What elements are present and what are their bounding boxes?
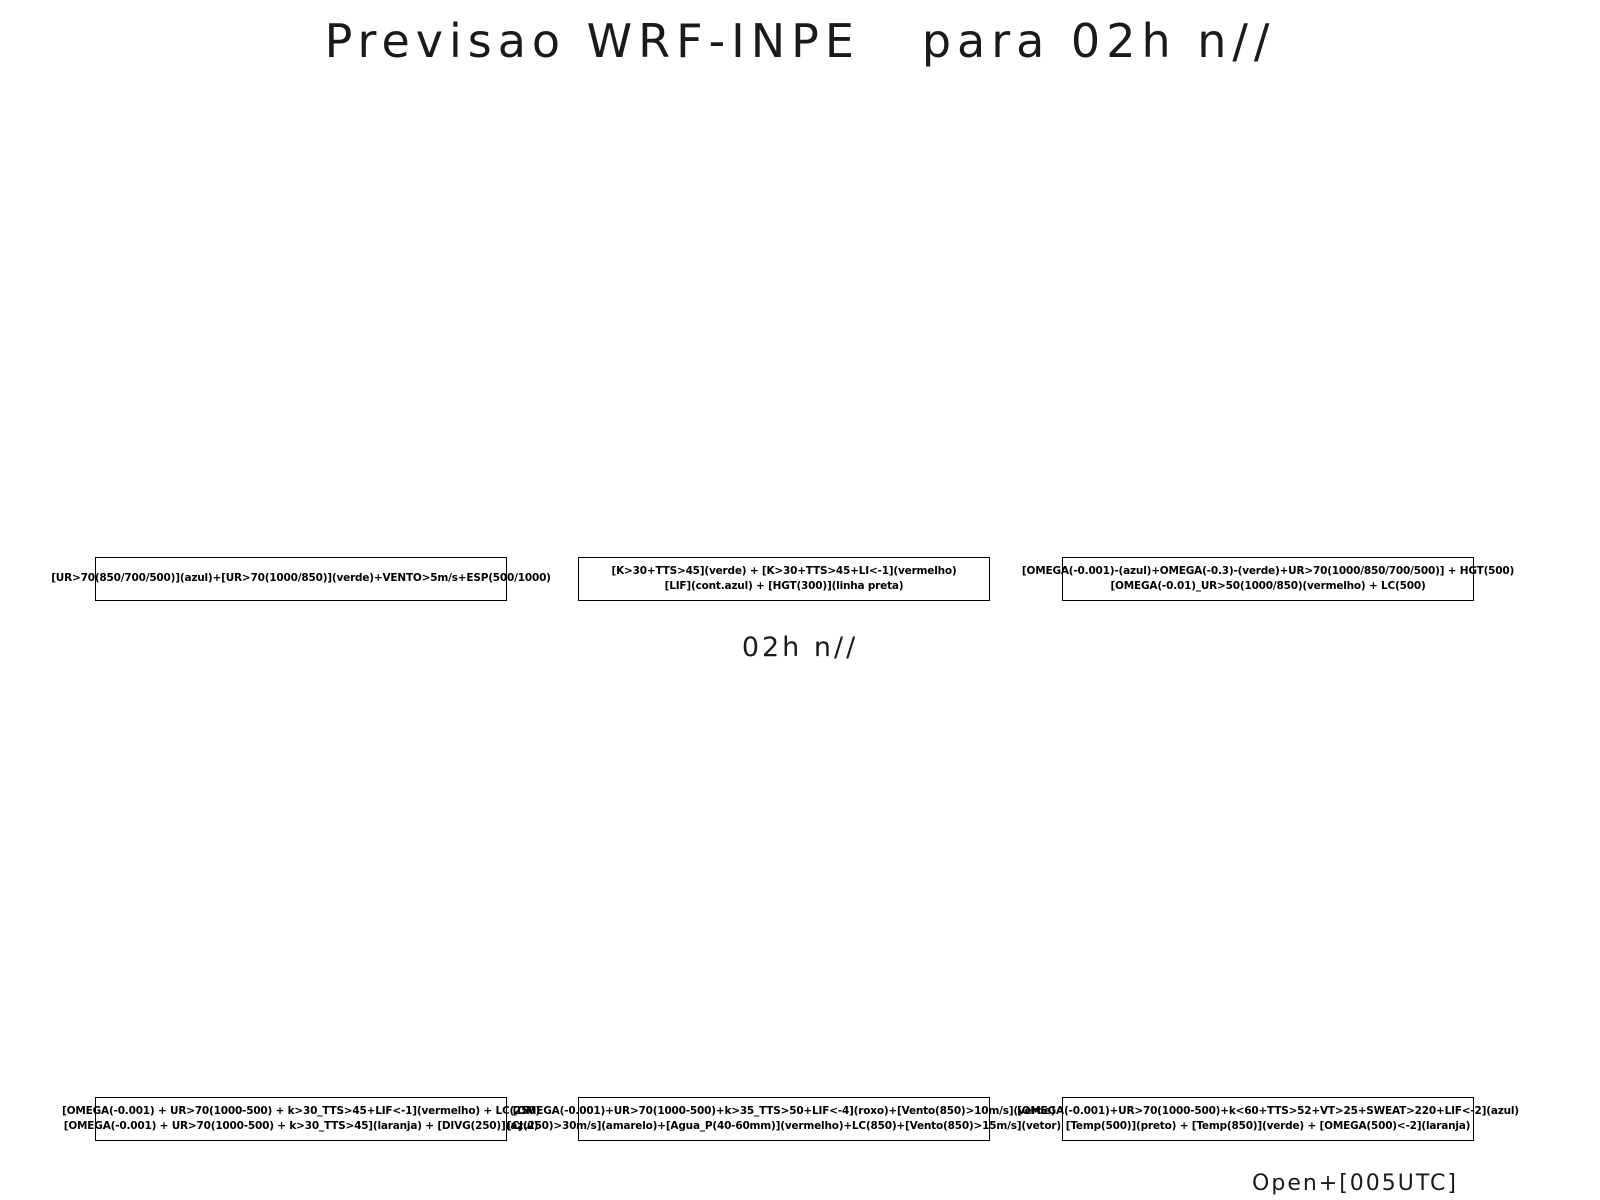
legend-line: [K>30+TTS>45](verde) + [K>30+TTS>45+LI<-1](vermelho)	[611, 564, 957, 577]
legend-line: [LIF](cont.azul) + [HGT(300)](linha preta)	[664, 580, 904, 592]
legend-line: [OMEGA(-0.001)+UR>70(1000-500)+k<60+TTS>52+VT>25+SWEAT>220+LIF<-2](azul)	[1017, 1104, 1519, 1117]
legend-box-top-right	[1021, 557, 1515, 601]
legend-box-bottom-left	[62, 1097, 540, 1141]
legend-box-top-left	[51, 557, 551, 601]
legend-line: [OMEGA(-0.001) + UR>70(1000-500) + k>30_TTS>45+LIF<-1](vermelho) + LC(250)	[62, 1104, 540, 1117]
legend-box-bottom-right	[1017, 1097, 1519, 1141]
legend-line: [OMEGA(-0.001)-(azul)+OMEGA(-0.3)-(verde)+UR>70(1000/850/700/500)] + HGT(500)	[1021, 564, 1515, 577]
legend-box-bottom-middle	[507, 1097, 1061, 1141]
legend-line: [OMEGA(-0.01)_UR>50(1000/850)(vermelho) + LC(500)	[1110, 580, 1426, 592]
page-title: Previsao WRF-INPE para 02h n//	[324, 14, 1276, 68]
legend-line: [Temp(500)](preto) + [Temp(850)](verde) + [OMEGA(500)<-2](laranja)	[1065, 1120, 1471, 1132]
legend-line: [OMEGA(-0.001)+UR>70(1000-500)+k>35_TTS>50+LIF<-4](roxo)+[Vento(850)>10m/s](verde)	[512, 1104, 1056, 1117]
middle-subtitle: 02h n//	[741, 632, 859, 663]
legend-line: [CJ(250)>30m/s](amarelo)+[Agua_P(40-60mm)](vermelho)+LC(850)+[Vento(850)>15m/s](vetor)	[507, 1120, 1061, 1132]
legend-line: [UR>70(850/700/500)](azul)+[UR>70(1000/850)](verde)+VENTO>5m/s+ESP(500/1000)	[51, 572, 551, 585]
footer-label: Open+[005UTC]	[1252, 1171, 1458, 1196]
legend-line: [OMEGA(-0.001) + UR>70(1000-500) + k>30_TTS>45](laranja) + [DIVG(250)](azul)	[63, 1120, 539, 1132]
legend-box-top-middle	[578, 557, 990, 601]
